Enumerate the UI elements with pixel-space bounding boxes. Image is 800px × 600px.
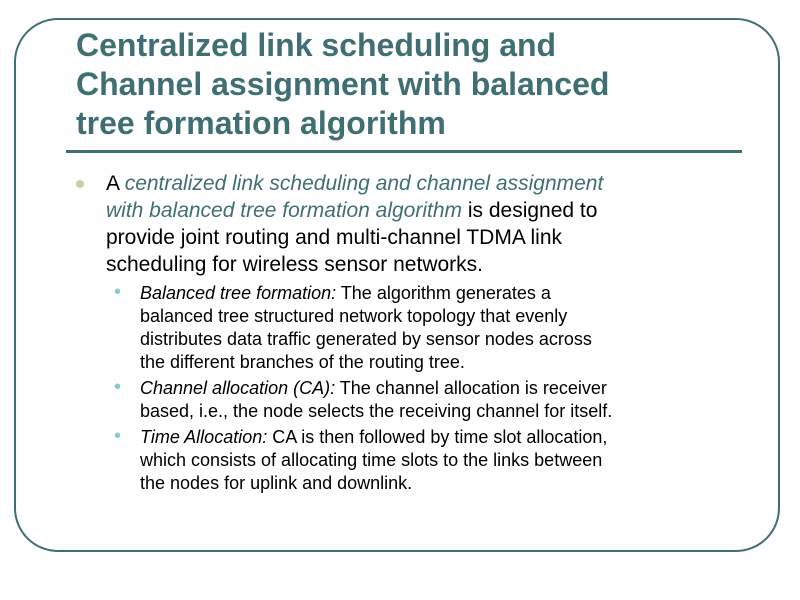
sub-bullet-text: The algorithm generates a <box>336 283 551 303</box>
sub-bullet-dot-icon: • <box>114 425 122 447</box>
sub-bullet-term: Channel allocation (CA): <box>140 378 336 398</box>
sub-bullet-text: the nodes for uplink and downlink. <box>140 473 413 493</box>
title-line: tree formation algorithm <box>76 105 446 141</box>
sub-bullet-text: distributes data traffic generated by sensor nodes across <box>140 329 592 349</box>
slide-body <box>74 170 754 498</box>
main-bullet-text: scheduling for wireless sensor networks. <box>106 253 483 276</box>
main-bullet-text: provide joint routing and multi-channel TDMA link <box>106 226 563 249</box>
bullet-dot-icon <box>76 180 84 188</box>
sub-bullet-dot-icon: • <box>114 376 122 398</box>
main-bullet-text: is designed to <box>462 199 598 222</box>
main-bullet <box>74 170 754 278</box>
sub-bullet-text: the different branches of the routing tree. <box>140 352 465 372</box>
main-bullet-emphasis: centralized link scheduling and channel assignment <box>124 172 604 195</box>
sub-bullet-term: Time Allocation: <box>140 427 268 447</box>
sub-bullet-text: The channel allocation is receiver <box>335 378 607 398</box>
sub-bullet-text: balanced tree structured network topology that evenly <box>140 306 568 326</box>
sub-bullet-text: CA is then followed by time slot allocation, <box>267 427 608 447</box>
sub-bullet-list <box>74 282 754 495</box>
main-bullet-prefix: A <box>106 172 125 195</box>
sub-bullet-time-allocation <box>74 426 754 495</box>
sub-bullet-balanced-tree <box>74 282 754 374</box>
sub-bullet-text: based, i.e., the node selects the receiving channel for itself. <box>140 401 613 421</box>
title-line: Channel assignment with balanced <box>76 66 610 102</box>
sub-bullet-channel-allocation <box>74 377 754 423</box>
title-line: Centralized link scheduling and <box>76 27 557 63</box>
sub-bullet-dot-icon: • <box>114 281 122 303</box>
slide-title <box>76 26 776 143</box>
sub-bullet-term: Balanced tree formation: <box>140 283 337 303</box>
sub-bullet-text: which consists of allocating time slots to the links between <box>140 450 603 470</box>
main-bullet-emphasis: with balanced tree formation algorithm <box>106 199 463 222</box>
title-divider <box>66 150 742 153</box>
